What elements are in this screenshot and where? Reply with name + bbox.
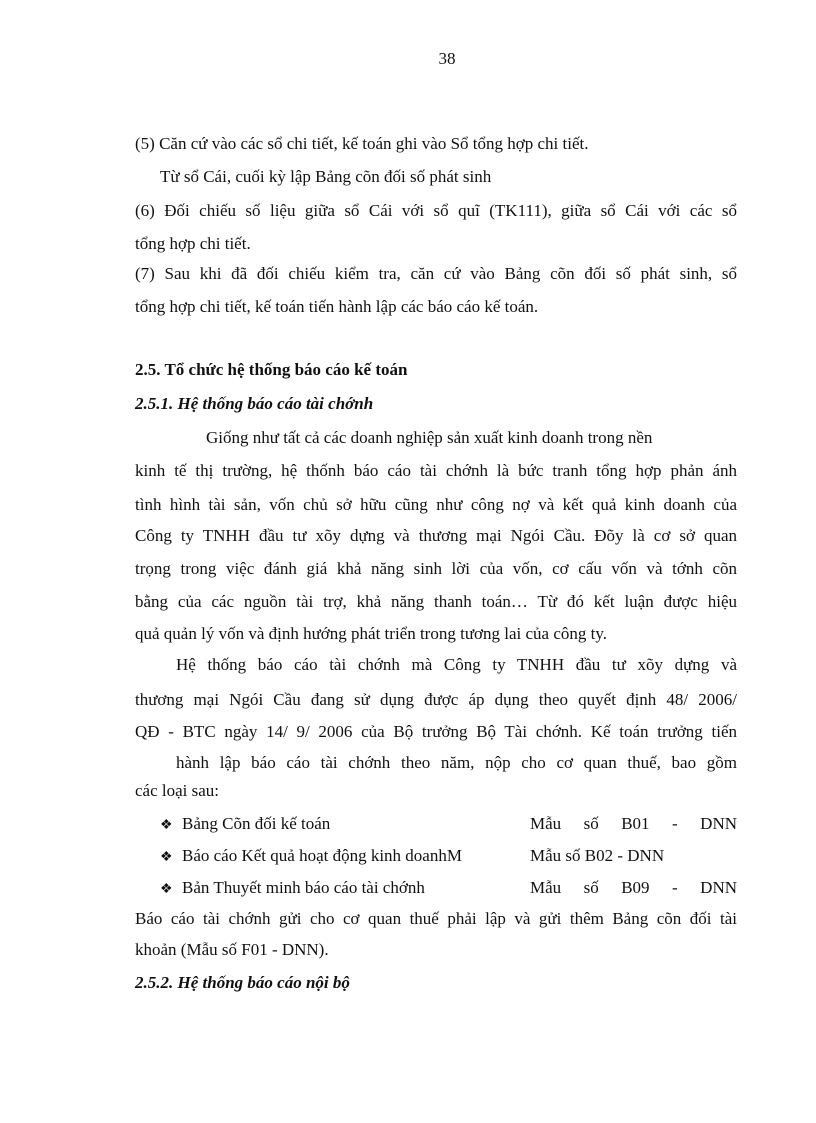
- paragraph-line: hành lập báo cáo tài chớnh theo năm, nộp cho cơ quan thuế, bao gồm: [176, 753, 737, 772]
- paragraph-line: Giống như tất cả các doanh nghiệp sản xuất kinh doanh trong nền: [206, 428, 653, 447]
- text-line: tổng hợp chi tiết, kế toán tiến hành lập các báo cáo kế toán.: [135, 297, 539, 316]
- paragraph-line: bằng của các nguồn tài trợ, khả năng thanh toán… Từ đó kết luận được hiệu: [135, 592, 737, 611]
- text-line: (7) Sau khi đã đối chiếu kiểm tra, căn cứ vào Bảng cõn đối số phát sinh, sổ: [135, 264, 737, 283]
- paragraph-line: Báo cáo tài chớnh gửi cho cơ quan thuế phải lập và gửi thêm Bảng cõn đối tài: [135, 909, 737, 928]
- paragraph-line: thương mại Ngói Cầu đang sử dụng được áp dụng theo quyết định 48/ 2006/: [135, 690, 737, 709]
- paragraph-line: Công ty TNHH đầu tư xõy dựng và thương mại Ngói Cầu. Đõy là cơ sở quan: [135, 526, 737, 545]
- paragraph-line: khoản (Mẫu số F01 - DNN).: [135, 940, 329, 959]
- section-heading: 2.5. Tổ chức hệ thống báo cáo kế toán: [135, 360, 408, 379]
- subsection-heading: 2.5.1. Hệ thống báo cáo tài chớnh: [135, 394, 374, 413]
- paragraph-line: Hệ thống báo cáo tài chớnh mà Công ty TNHH đầu tư xõy dựng và: [176, 655, 737, 674]
- list-item-label: Báo cáo Kết quả hoạt động kinh doanhM: [182, 846, 462, 865]
- form-code: Mẫu số B09 - DNN: [530, 878, 737, 897]
- text-line: (6) Đối chiếu số liệu giữa sổ Cái với sổ quĩ (TK111), giữa sổ Cái với các sổ: [135, 201, 737, 220]
- diamond-bullet-icon: ❖: [160, 818, 173, 833]
- form-code: Mẫu số B02 - DNN: [530, 846, 665, 865]
- diamond-bullet-icon: ❖: [160, 850, 173, 865]
- list-item: [160, 877, 738, 899]
- page-number: 38: [438, 49, 456, 68]
- list-item-label: Bảng Cõn đối kế toán: [182, 814, 331, 833]
- paragraph-line: QĐ - BTC ngày 14/ 9/ 2006 của Bộ trưởng Bộ Tài chớnh. Kế toán trưởng tiến: [135, 722, 737, 741]
- subsection-heading: 2.5.2. Hệ thống báo cáo nội bộ: [135, 973, 350, 992]
- form-code: Mẫu số B01 - DNN: [530, 814, 737, 833]
- list-item-label: Bản Thuyết minh báo cáo tài chớnh: [182, 878, 425, 897]
- paragraph-line: các loại sau:: [135, 781, 220, 800]
- list-item: [160, 845, 738, 867]
- paragraph-line: tình hình tài sản, vốn chủ sở hữu cũng như công nợ và kết quả kinh doanh của: [135, 495, 737, 514]
- list-item: [160, 813, 738, 835]
- diamond-bullet-icon: ❖: [160, 882, 173, 897]
- paragraph-line: quả quản lý vốn và định hướng phát triển trong tương lai của công ty.: [135, 624, 608, 643]
- paragraph-line: trọng trong việc đánh giá khả năng sinh lời của vốn, cơ cấu vốn và tớnh cõn: [135, 559, 737, 578]
- text-line: Từ sổ Cái, cuối kỳ lập Bảng cõn đối số phát sinh: [160, 167, 492, 186]
- text-line: tổng hợp chi tiết.: [135, 234, 251, 253]
- text-line: (5) Căn cứ vào các sổ chi tiết, kế toán ghi vào Sổ tổng hợp chi tiết.: [135, 134, 589, 153]
- paragraph-line: kinh tế thị trường, hệ thốnh báo cáo tài chớnh là bức tranh tổng hợp phản ánh: [135, 461, 737, 480]
